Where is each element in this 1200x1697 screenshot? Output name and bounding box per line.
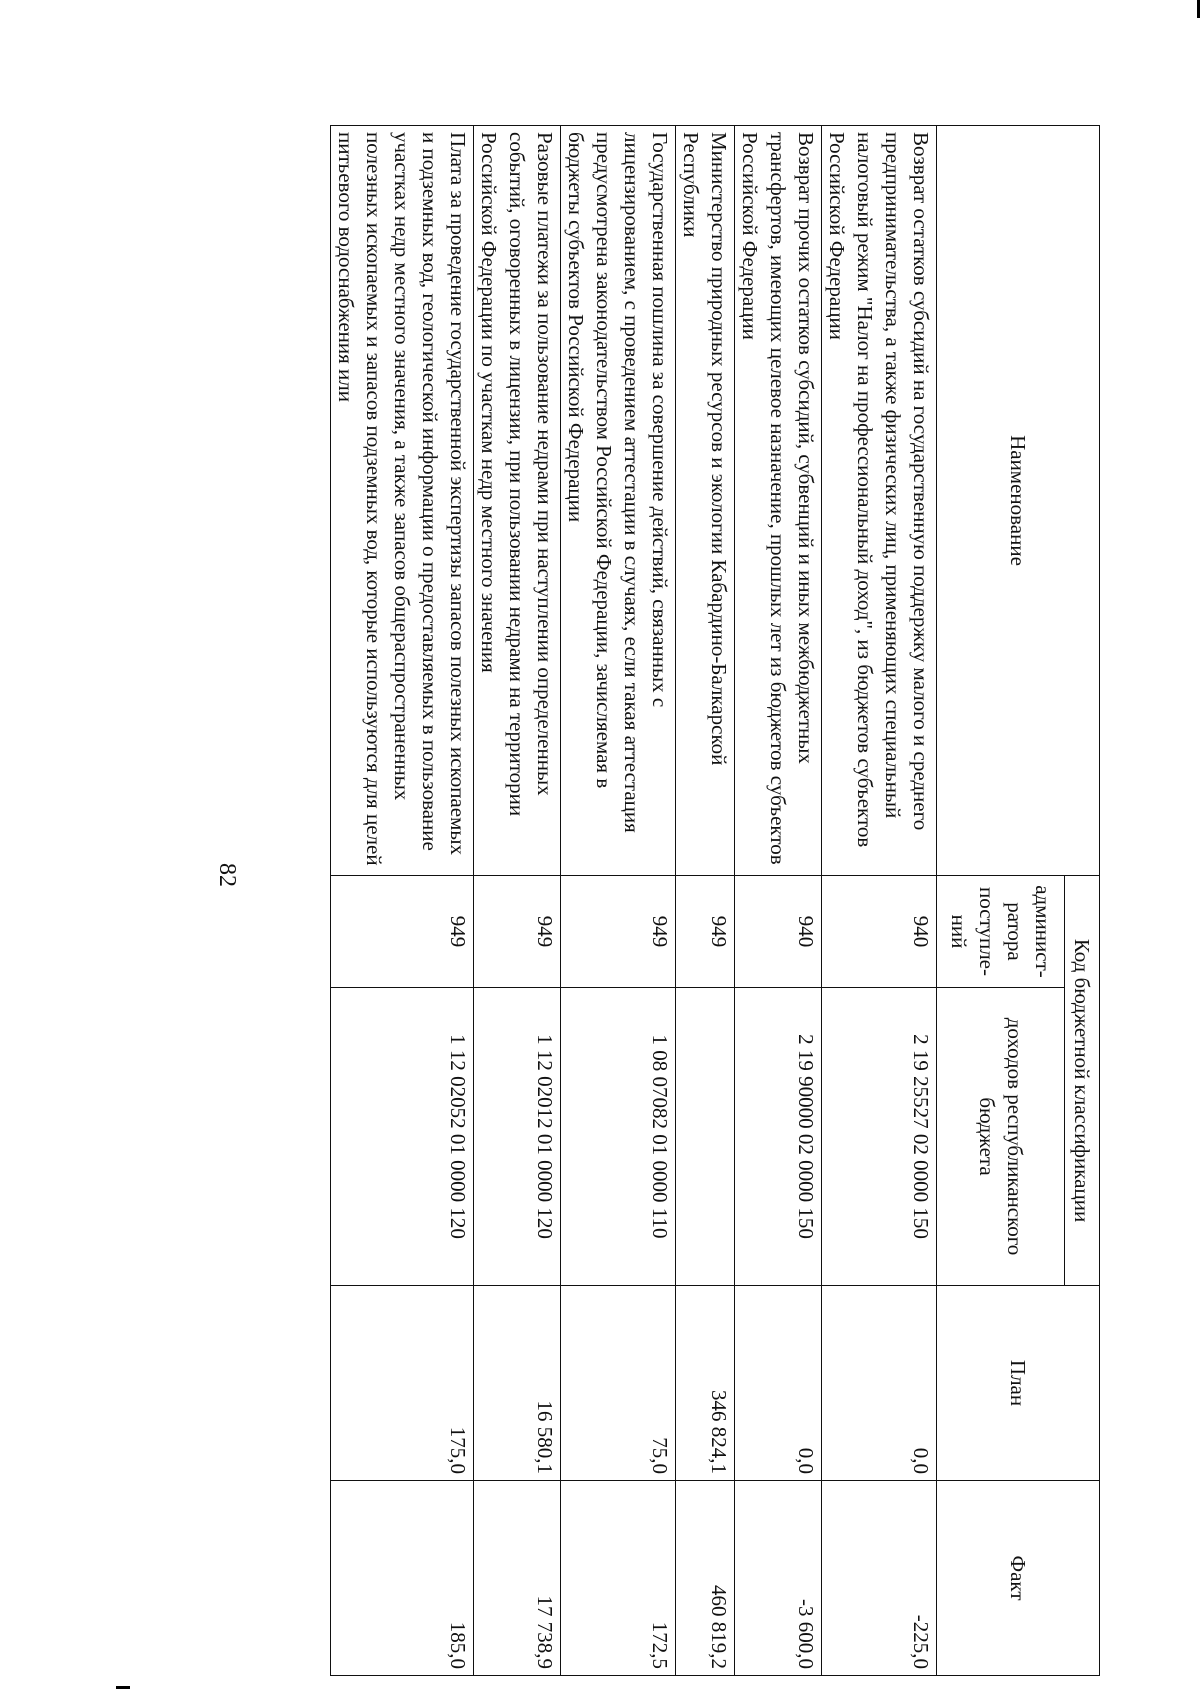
row-income-code: 2 19 25527 02 0000 150 bbox=[822, 988, 937, 1286]
row-name: Возврат прочих остатков субсидий, субвенций и иных межбюджетных трансфертов, имеющих целевое назначение, прошлых лет из бюджетов субъектов Российской Федерации bbox=[735, 126, 822, 876]
row-plan: 346 824,1 bbox=[676, 1286, 735, 1481]
row-name: Возврат остатков субсидий на государственную поддержку малого и среднего предпринимательства, а также физических лиц, применяющих специальный налоговый режим "Налог на профессиональный доход", из бюджетов субъектов Российской Федерации bbox=[822, 126, 937, 876]
row-income-code bbox=[676, 988, 735, 1286]
page-number: 82 bbox=[214, 863, 240, 887]
row-name: Разовые платежи за пользование недрами при наступлении определенных событий, оговоренных в лицензии, при пользовании недрами на территории Российской Федерации по участкам недр местного значения bbox=[474, 126, 561, 876]
row-admin-code: 940 bbox=[822, 876, 937, 988]
row-income-code: 1 08 07082 01 0000 110 bbox=[561, 988, 676, 1286]
row-fact: 185,0 bbox=[331, 1481, 474, 1676]
row-name: Министерство природных ресурсов и экологии Кабардино-Балкарской Республики bbox=[676, 126, 735, 876]
row-admin-code: 949 bbox=[561, 876, 676, 988]
table-row bbox=[331, 126, 474, 1676]
table-row bbox=[676, 126, 735, 1676]
row-fact: 172,5 bbox=[561, 1481, 676, 1676]
row-fact: 17 738,9 bbox=[474, 1481, 561, 1676]
row-admin-code: 949 bbox=[474, 876, 561, 988]
header-plan: План bbox=[937, 1286, 1100, 1481]
header-income: доходов республиканского бюджета bbox=[937, 988, 1065, 1286]
table-row bbox=[561, 126, 676, 1676]
budget-table bbox=[330, 125, 1100, 1676]
bottom-mark bbox=[116, 1686, 130, 1689]
table-row bbox=[735, 126, 822, 1676]
row-income-code: 1 12 02012 01 0000 120 bbox=[474, 988, 561, 1286]
row-fact: 460 819,2 bbox=[676, 1481, 735, 1676]
row-fact: -3 600,0 bbox=[735, 1481, 822, 1676]
row-name: Плата за проведение государственной экспертизы запасов полезных ископаемых и подземных вод, геологической информации о предоставляемых в пользование участках недр местного значения, а также запасов общераспространенных полезных ископаемых и запасов подземных вод, которые используются для целей питьевого водоснабжения или bbox=[331, 126, 474, 876]
row-plan: 0,0 bbox=[735, 1286, 822, 1481]
row-fact: -225,0 bbox=[822, 1481, 937, 1676]
table-row bbox=[822, 126, 937, 1676]
row-admin-code: 940 bbox=[735, 876, 822, 988]
row-plan: 175,0 bbox=[331, 1286, 474, 1481]
row-income-code: 2 19 90000 02 0000 150 bbox=[735, 988, 822, 1286]
row-plan: 0,0 bbox=[822, 1286, 937, 1481]
row-plan: 75,0 bbox=[561, 1286, 676, 1481]
rotated-page bbox=[140, 125, 1100, 1675]
row-income-code: 1 12 02052 01 0000 120 bbox=[331, 988, 474, 1286]
row-admin-code: 949 bbox=[676, 876, 735, 988]
header-fact: Факт bbox=[937, 1481, 1100, 1676]
header-code-group: Код бюджетной классификации bbox=[1065, 876, 1100, 1286]
row-name: Государственная пошлина за совершение действий, связанных с лицензированием, с проведением аттестации в случаях, если такая аттестация предусмотрена законодательством Российской Федерации, зачисляемая в бюджеты субъектов Российской Федерации bbox=[561, 126, 676, 876]
header-admin: админист-ратора поступле-ний bbox=[937, 876, 1065, 988]
header-name: Наименование bbox=[937, 126, 1100, 876]
table-row bbox=[474, 126, 561, 1676]
row-admin-code: 949 bbox=[331, 876, 474, 988]
row-plan: 16 580,1 bbox=[474, 1286, 561, 1481]
